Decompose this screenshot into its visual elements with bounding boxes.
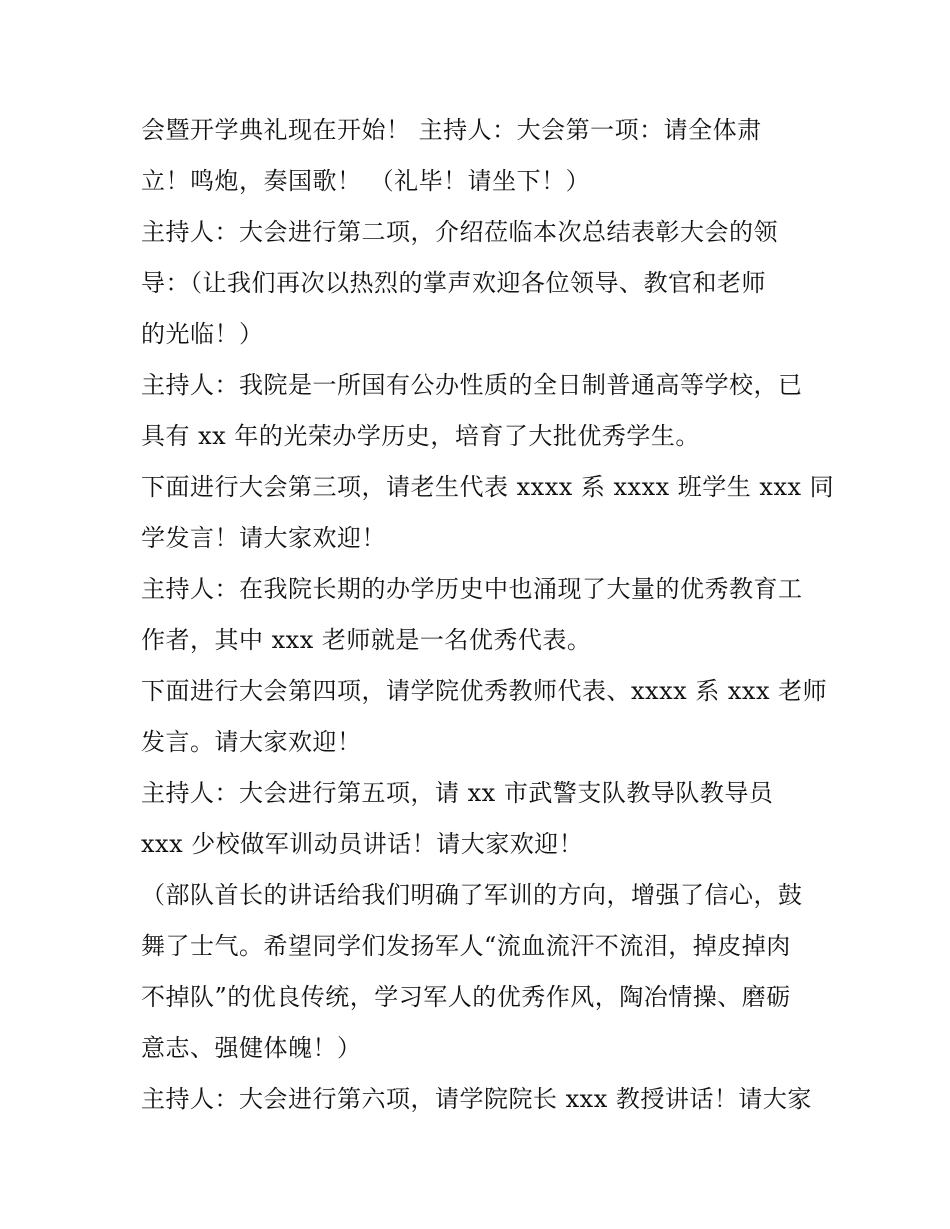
text-line: 下面进行大会第四项，请学院优秀教师代表、xxxx 系 xxx 老师	[141, 677, 828, 705]
document-body	[141, 112, 835, 1132]
text-line: 主持人：大会进行第六项，请学院院长 xxx 教授讲话！请大家	[141, 1085, 812, 1113]
text-line: 立！鸣炮，奏国歌！ （礼毕！请坐下！）	[141, 167, 591, 195]
text-line: 主持人：大会进行第二项，介绍莅临本次总结表彰大会的领	[141, 218, 778, 246]
text-line: 导：（让我们再次以热烈的掌声欢迎各位领导、教官和老师	[141, 269, 766, 297]
text-line: xxx 少校做军训动员讲话！请大家欢迎！	[141, 830, 584, 858]
text-line: 作者，其中 xxx 老师就是一名优秀代表。	[141, 626, 592, 654]
text-line: 不掉队”的优良传统，学习军人的优秀作风，陶冶情操、磨砺	[141, 983, 791, 1011]
text-line: 主持人：我院是一所国有公办性质的全日制普通高等学校，已	[141, 371, 803, 399]
text-line: 具有 xx 年的光荣办学历史，培育了大批优秀学生。	[141, 422, 700, 450]
text-line: 下面进行大会第三项，请老生代表 xxxx 系 xxxx 班学生 xxx 同	[141, 473, 835, 501]
text-line: （部队首长的讲话给我们明确了军训的方向，增强了信心，鼓	[141, 881, 803, 909]
text-line: 会暨开学典礼现在开始！ 主持人：大会第一项：请全体肃	[141, 116, 762, 144]
text-line: 的光临！）	[141, 320, 264, 348]
text-line: 舞了士气。希望同学们发扬军人“流血流汗不流泪，掉皮掉肉	[141, 932, 791, 960]
text-line: 发言。请大家欢迎！	[141, 728, 362, 756]
text-line: 主持人：在我院长期的办学历史中也涌现了大量的优秀教育工	[141, 575, 803, 603]
text-line: 学发言！请大家欢迎！	[141, 524, 386, 552]
text-line: 意志、强健体魄！）	[141, 1034, 362, 1062]
text-line: 主持人：大会进行第五项，请 xx 市武警支队教导队教导员	[141, 779, 774, 807]
